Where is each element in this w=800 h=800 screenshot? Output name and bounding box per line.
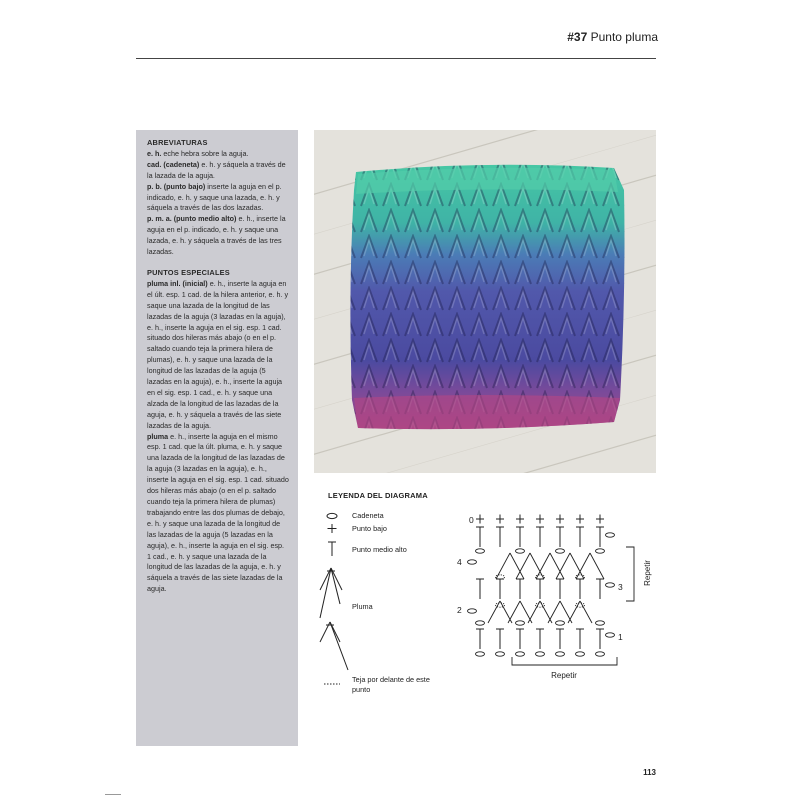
legend-symbols [318,510,350,700]
feather-symbol [496,553,510,579]
abbreviation-entry [147,214,290,258]
chain-symbol-icon [327,513,337,518]
row-number-0: 0 [469,515,474,525]
single-crochet-symbol-icon [328,524,337,533]
repeat-label-horizontal: Repetir [551,671,577,680]
chain-symbol [576,652,585,656]
feather-symbol [510,553,524,579]
chain-symbol [496,652,505,656]
chain-symbol [556,621,565,625]
chain-symbol [516,652,525,656]
chain-symbol [556,549,565,553]
abbreviation-definition: inserte la aguja en el p. indicado, e. h. y saque una lazada, e. h. y sáquela a través de las dos lazadas. [147,181,282,213]
repeat-label-vertical: Repetir [643,560,652,586]
chain-symbol [596,652,605,656]
abbreviations-heading: ABREVIATURAS [147,138,208,147]
legend-title: LEYENDA DEL DIAGRAMA [328,491,428,500]
abbreviation-term: p. b. (punto bajo) [147,181,206,191]
legend-label-half-double-crochet: Punto medio alto [352,545,407,554]
legend-label-work-in-front: Teja por delante de este punto [352,675,430,694]
feather-symbol [536,553,550,579]
feather-symbol [528,601,540,623]
chain-symbol [516,621,525,625]
special-stitches-heading: PUNTOS ESPECIALES [147,267,230,277]
feather-symbol [568,601,580,623]
row-number-3: 3 [618,582,623,592]
repeat-bracket-horizontal [512,657,617,665]
abbreviations-sidebar [136,130,298,746]
feather-symbol-icon [320,568,342,618]
feather-symbol [550,553,564,579]
abbreviation-term: p. m. a. (punto medio alto) [147,214,237,224]
abbreviation-entry [147,149,290,160]
feather-symbol [488,601,500,623]
feather-symbol [556,553,570,579]
abbreviation-definition: eche hebra sobre la aguja. [161,148,249,158]
chain-symbol [476,621,485,625]
chain-symbol [536,652,545,656]
chain-symbol [606,583,615,587]
abbreviation-term: e. h. [147,148,162,158]
special-stitch-definition: e. h., inserte la aguja en el mismo esp. 1 cad. que la últ. pluma, e. h. y saque una lazada de la longitud de las lazadas de la aguja (3 lazadas en la aguja), e. h., inserte la aguja en el sig. esp. 1 cad. situado dos hileras más abajo (o en el p. saltado cuando teja la primera hilera de plumas) trabajando entre las dos plumas de debajo, e. h. y saque una lazada de la longitud de las lazadas de la aguja (5 lazadas en la aguja), e. h., inserte la aguja en el sig. esp. 1 cad., e. h. y saque una lazada de la longitud de las lazadas de la aguja, e. h. y sáquela a través de las siete lazadas de la aguja. [147,431,289,594]
feather-symbol [548,601,560,623]
chain-symbol [516,549,525,553]
abbreviation-term: cad. (cadeneta) [147,159,200,169]
diagram-stitches [468,515,615,657]
abbreviation-entry [147,160,290,182]
chain-symbol [606,533,615,537]
row-number-4: 4 [457,557,462,567]
chain-symbol [476,549,485,553]
legend-label-chain: Cadeneta [352,511,384,520]
chain-symbol [556,652,565,656]
chain-symbol [468,609,477,613]
pattern-name: Punto pluma [590,30,658,44]
special-stitch-entry [147,279,290,432]
chain-symbol [476,652,485,656]
chain-symbol [468,560,477,564]
abbreviation-entry [147,182,290,215]
chain-symbol [606,633,615,637]
header-divider [136,58,656,59]
legend-label-feather: Pluma [352,602,373,611]
feather-symbol [580,601,592,623]
repeat-bracket-vertical [626,547,634,601]
page-title [567,30,658,44]
stitch-diagram [440,505,660,690]
row-number-1: 1 [618,632,623,642]
legend-label-single-crochet: Punto bajo [352,524,387,533]
row-number-2: 2 [457,605,462,615]
feather-symbol [590,553,604,579]
chain-symbol [596,621,605,625]
special-stitch-definition: e. h., inserte la aguja en el últ. esp. 1 cad. de la hilera anterior, e. h. y saque una lazada de la longitud de las lazadas de la aguja (3 lazadas en la aguja), e. h., inserte la aguja en el sig. esp. 1 cad. situado dos hileras más abajo (o en el p. saltado cuando teja la primera hilera de plumas), e. h. y saque una lazada de la longitud de las lazadas de la aguja (5 lazadas en la aguja), e. h., inserte la aguja en el sig. esp. 1 cad., e. h. y saque una alzada de la longitud de las lazadas de la aguja, e. h. y sáquela a través de las siete lazadas de la aguja. [147,278,289,430]
feather-symbol [516,553,530,579]
page-number: 113 [643,768,656,777]
swatch-photo [314,130,656,473]
abbreviation-definition: e. h. y sáquela a través de la lazada de la aguja. [147,159,286,180]
feather-initial-symbol-icon [320,622,348,670]
abbreviation-definition: e. h., inserte la aguja en el p. indicado, e. h. y saque una lazada, e. h. y sáquela a través de las tres lazadas. [147,214,286,257]
feather-symbol [508,601,520,623]
half-double-crochet-symbol-icon [328,542,336,556]
pattern-number: #37 [567,30,588,44]
chain-symbol [596,549,605,553]
special-stitch-term: pluma [147,431,169,441]
special-stitch-entry [147,432,290,596]
corner-mark [105,794,121,795]
feather-symbol [576,553,590,579]
special-stitch-term: pluma inl. (inicial) [147,278,208,288]
